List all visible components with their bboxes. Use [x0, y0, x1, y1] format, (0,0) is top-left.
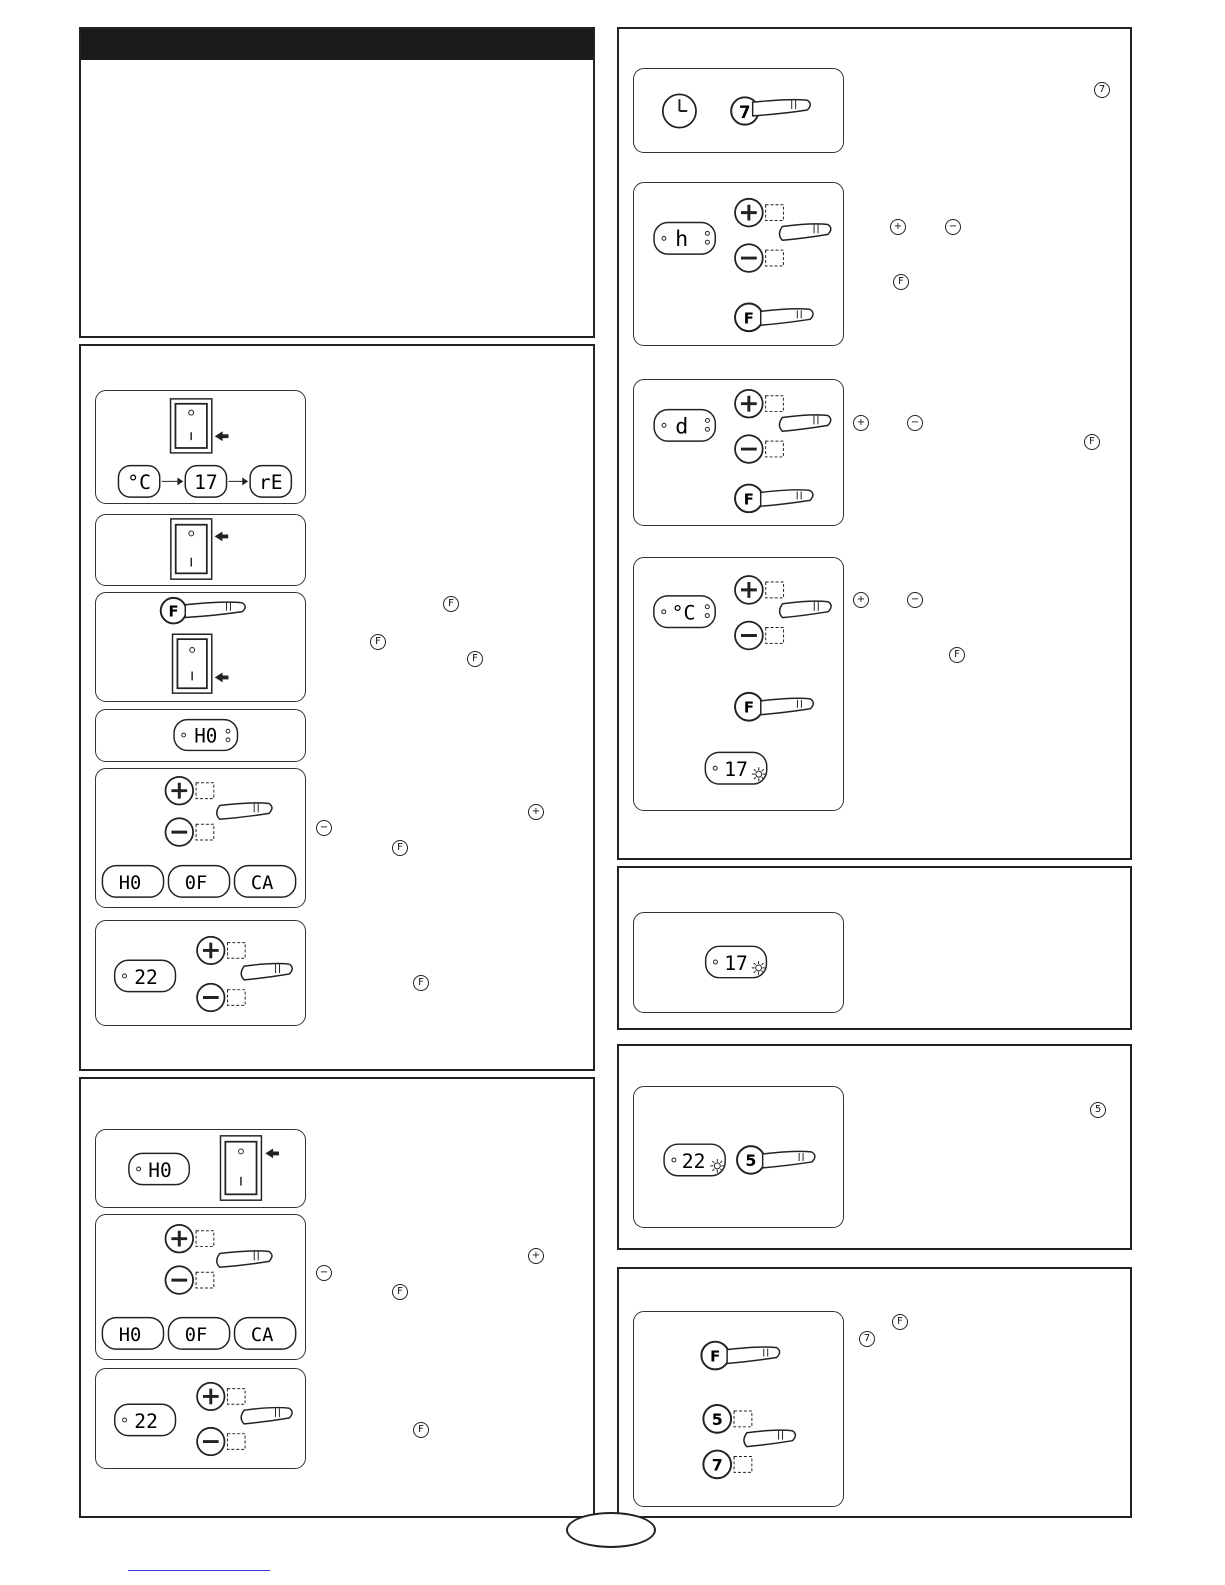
- display-ho-mode: H0: [118, 1325, 142, 1347]
- reset-section: [617, 1267, 1132, 1518]
- f-button-icon: [735, 693, 813, 721]
- sun-blink-icon: [710, 1159, 724, 1173]
- display-seventeen: 17: [194, 471, 218, 495]
- finger-icon: [780, 601, 832, 618]
- minus-icon: −: [945, 219, 961, 235]
- switch-on-section: [79, 344, 595, 1071]
- finger-icon: [241, 964, 292, 980]
- f-icon: F: [370, 634, 386, 650]
- finger-icon: [217, 1251, 272, 1267]
- svg-text:F: F: [743, 698, 754, 717]
- f-five-seven-panel: [633, 1311, 844, 1507]
- display-d: d: [675, 414, 689, 440]
- mode-select-panel: [95, 1214, 306, 1360]
- minus-button-icon: [197, 1428, 245, 1455]
- finger-icon: [753, 100, 811, 116]
- plus-button-icon: [165, 1225, 213, 1253]
- mode-displays: [102, 866, 295, 898]
- five-button-icon: [737, 1146, 815, 1174]
- power-switch-icon: [171, 519, 228, 579]
- display-of-mode: 0F: [184, 1325, 208, 1347]
- five-button-icon: [703, 1405, 752, 1433]
- display-row: [118, 466, 291, 497]
- display-re: rE: [258, 471, 283, 495]
- finger-icon: [779, 415, 830, 431]
- footer-link-underline: [128, 1570, 270, 1571]
- f-button-icon: [161, 598, 187, 624]
- svg-text:F: F: [710, 1348, 721, 1366]
- minus-button-icon: [165, 1266, 213, 1294]
- temperature-adjust-panel: [95, 920, 306, 1026]
- intro-section: [79, 27, 595, 338]
- day-set-panel: [633, 379, 844, 526]
- minus-icon: −: [316, 1265, 332, 1281]
- power-on-panel: [95, 390, 306, 504]
- display-seventeen: 17: [724, 758, 748, 782]
- plus-icon: +: [890, 219, 906, 235]
- f-button-icon: [735, 485, 813, 513]
- power-switch-icon: [171, 399, 229, 453]
- seven-icon: 7: [859, 1331, 875, 1347]
- plus-button-icon: [197, 937, 245, 964]
- button-five-section: [617, 1044, 1132, 1250]
- display-twentytwo: 22: [681, 1149, 706, 1173]
- display-ho-mode: H0: [118, 873, 142, 895]
- plus-button-icon: [735, 576, 784, 604]
- hour-set-panel: [633, 182, 844, 346]
- seven-button-icon: [703, 1451, 752, 1479]
- f-icon: F: [443, 596, 459, 612]
- plus-icon: +: [853, 415, 869, 431]
- f-icon: F: [949, 647, 965, 663]
- clock-icon: [663, 94, 696, 127]
- minus-icon: −: [907, 415, 923, 431]
- clock-section: [617, 27, 1132, 860]
- minus-button-icon: [197, 984, 245, 1011]
- ho-display-panel: [95, 709, 306, 762]
- seven-icon: 7: [1094, 82, 1110, 98]
- power-switch-icon: [173, 634, 229, 693]
- plus-icon: +: [528, 804, 544, 820]
- plus-button-icon: [166, 777, 214, 805]
- power-switch-icon: [220, 1136, 278, 1200]
- temperature-adjust-panel: [95, 1368, 306, 1469]
- svg-text:F: F: [743, 310, 754, 328]
- finger-icon: [217, 803, 272, 819]
- button-five-panel: [633, 1086, 844, 1228]
- finger-icon: [185, 602, 245, 617]
- minus-button-icon: [735, 622, 784, 650]
- minus-button-icon: [735, 435, 783, 463]
- f-icon: F: [892, 1314, 908, 1330]
- display-deg: °C: [671, 601, 696, 625]
- minus-button-icon: [735, 244, 783, 272]
- svg-text:F: F: [168, 603, 179, 621]
- f-and-switch-panel: [95, 592, 306, 702]
- minus-icon: −: [907, 592, 923, 608]
- f-icon: F: [467, 651, 483, 667]
- clock-panel: [633, 68, 844, 153]
- display-ca-mode: CA: [250, 1325, 274, 1347]
- display-of-mode: 0F: [184, 873, 208, 895]
- f-icon: F: [413, 1422, 429, 1438]
- display-ho: H0: [148, 1158, 172, 1182]
- sun-blink-icon: [752, 961, 766, 975]
- five-icon: 5: [1090, 1102, 1106, 1118]
- f-icon: F: [413, 975, 429, 991]
- display-seventeen: 17: [724, 951, 748, 975]
- display-twentytwo: 22: [134, 965, 158, 989]
- page-number-oval: [566, 1512, 656, 1548]
- operation-section: [79, 1077, 595, 1518]
- minus-button-icon: [166, 818, 214, 846]
- temperature-set-panel: [633, 557, 844, 811]
- blink-section: [617, 866, 1132, 1030]
- mode-select-panel: [95, 768, 306, 908]
- f-icon: F: [893, 274, 909, 290]
- display-ca-mode: CA: [250, 873, 274, 895]
- plus-icon: +: [853, 592, 869, 608]
- plus-icon: +: [528, 1248, 544, 1264]
- svg-text:7: 7: [711, 1455, 723, 1475]
- f-icon: F: [1084, 434, 1100, 450]
- display-ho: H0: [194, 724, 218, 748]
- plus-button-icon: [197, 1383, 245, 1410]
- f-icon: F: [392, 1284, 408, 1300]
- f-button-icon: [735, 304, 813, 332]
- minus-icon: −: [316, 820, 332, 836]
- blink-display-panel: [633, 912, 844, 1013]
- plus-button-icon: [735, 390, 783, 418]
- finger-icon: [744, 1430, 795, 1446]
- section-header-bar: [81, 29, 593, 60]
- sun-blink-icon: [752, 767, 766, 781]
- display-deg: °C: [127, 471, 151, 495]
- svg-text:5: 5: [711, 1409, 723, 1429]
- plus-button-icon: [735, 199, 783, 227]
- power-off-panel: [95, 514, 306, 586]
- svg-text:5: 5: [745, 1150, 757, 1170]
- svg-text:7: 7: [739, 102, 751, 122]
- finger-icon: [779, 224, 830, 240]
- finger-icon: [241, 1408, 292, 1424]
- display-h: h: [675, 227, 689, 253]
- ho-switch-panel: [95, 1129, 306, 1208]
- f-button-icon: [701, 1342, 779, 1370]
- display-twentytwo: 22: [134, 1409, 158, 1433]
- svg-text:F: F: [743, 491, 754, 509]
- f-icon: F: [392, 840, 408, 856]
